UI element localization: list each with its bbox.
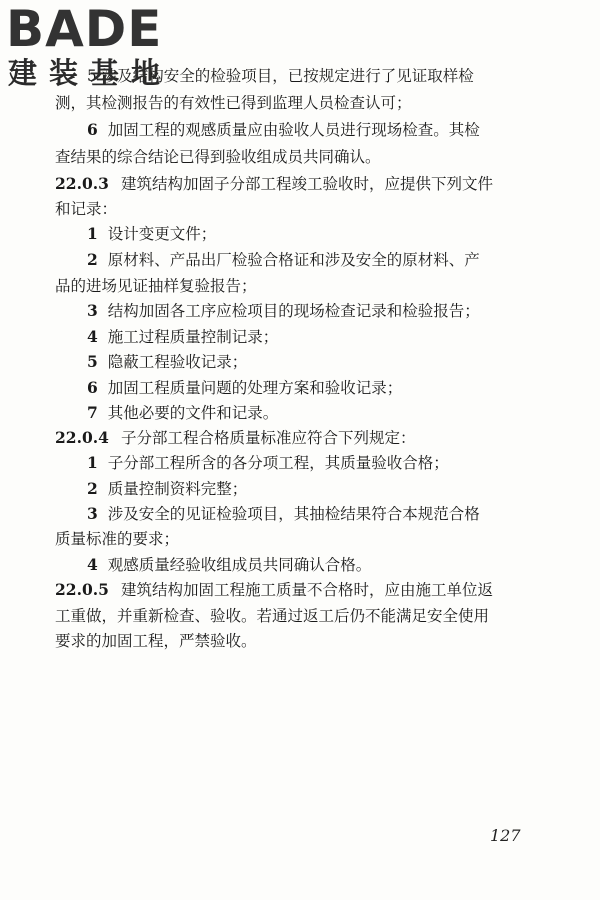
text-line — [55, 93, 412, 113]
item-text: 加固工程的观感质量应由验收人员进行现场检查。其检 — [107, 121, 480, 139]
clause-number: 22.0.5 — [55, 580, 109, 599]
item-number: 7 — [87, 403, 98, 422]
list-item — [87, 352, 247, 372]
item-text: 原材料、产品出厂检验合格证和涉及安全的原材料、产 — [107, 251, 480, 269]
item-number: 4 — [87, 327, 98, 346]
item-text: 涉及安全的见证检验项目，其抽检结果符合本规范合格 — [107, 505, 480, 523]
text-line — [55, 606, 489, 626]
item-number: 5 — [87, 352, 98, 371]
clause — [55, 580, 493, 600]
item-text: 观感质量经验收组成员共同确认合格。 — [107, 556, 372, 574]
item-text: 子分部工程所含的各分项工程，其质量验收合格； — [107, 454, 449, 472]
text-line — [55, 199, 117, 219]
list-item — [87, 479, 247, 499]
item-number: 1 — [87, 453, 98, 472]
line-text: 品的进场见证抽样复验报告； — [55, 277, 257, 295]
line-text: 工重做，并重新检查、验收。若通过返工后仍不能满足安全使用 — [55, 607, 490, 625]
item-text: 施工过程质量控制记录； — [107, 328, 279, 346]
line-text: 测，其检测报告的有效性已得到监理人员检查认可； — [55, 94, 412, 112]
item-text: 设计变更文件； — [107, 225, 217, 243]
item-text: 结构加固各工序应检项目的现场检查记录和检验报告； — [107, 302, 480, 320]
watermark-chinese-text: 建装基地 — [8, 56, 173, 90]
list-item — [87, 224, 216, 244]
item-number: 3 — [87, 301, 98, 320]
clause-number: 22.0.4 — [55, 428, 109, 447]
list-item — [87, 250, 480, 270]
item-text: 加固工程质量问题的处理方案和验收记录； — [107, 379, 403, 397]
item-number: 2 — [87, 479, 98, 498]
item-number: 6 — [87, 120, 98, 139]
list-item — [87, 403, 278, 423]
line-text: 质量标准的要求； — [55, 530, 180, 548]
item-number: 1 — [87, 224, 98, 243]
watermark-logo — [6, 0, 186, 96]
line-text: 和记录： — [55, 200, 118, 218]
clause — [55, 428, 415, 448]
list-item — [87, 301, 480, 321]
clause-number: 22.0.3 — [55, 174, 109, 193]
item-number: 2 — [87, 250, 98, 269]
item-number: 4 — [87, 555, 98, 574]
list-item — [87, 327, 278, 347]
page-number: 127 — [490, 826, 521, 845]
clause-text: 建筑结构加固工程施工质量不合格时，应由施工单位返 — [120, 581, 493, 599]
list-item — [87, 453, 449, 473]
item-number: 6 — [87, 378, 98, 397]
text-line — [55, 631, 257, 651]
item-number: 3 — [87, 504, 98, 523]
watermark-brand-text: BADE — [6, 0, 163, 58]
line-text: 要求的加固工程，严禁验收。 — [55, 632, 257, 650]
line-text: 5 涉及结构安全的检验项目，已按规定进行了见证取样检 — [87, 67, 474, 85]
list-item — [87, 378, 402, 398]
line-text: 查结果的综合结论已得到验收组成员共同确认。 — [55, 148, 381, 166]
list-item — [87, 504, 480, 524]
item-text: 质量控制资料完整； — [107, 480, 248, 498]
text-line — [55, 276, 257, 296]
text-line — [55, 529, 179, 549]
list-item — [87, 120, 480, 140]
clause-text: 子分部工程合格质量标准应符合下列规定： — [120, 429, 416, 447]
list-item — [87, 555, 371, 575]
item-text: 隐蔽工程验收记录； — [107, 353, 248, 371]
text-line — [55, 147, 381, 167]
clause-text: 建筑结构加固子分部工程竣工验收时，应提供下列文件 — [120, 175, 493, 193]
clause — [55, 174, 493, 194]
item-text: 其他必要的文件和记录。 — [107, 404, 279, 422]
